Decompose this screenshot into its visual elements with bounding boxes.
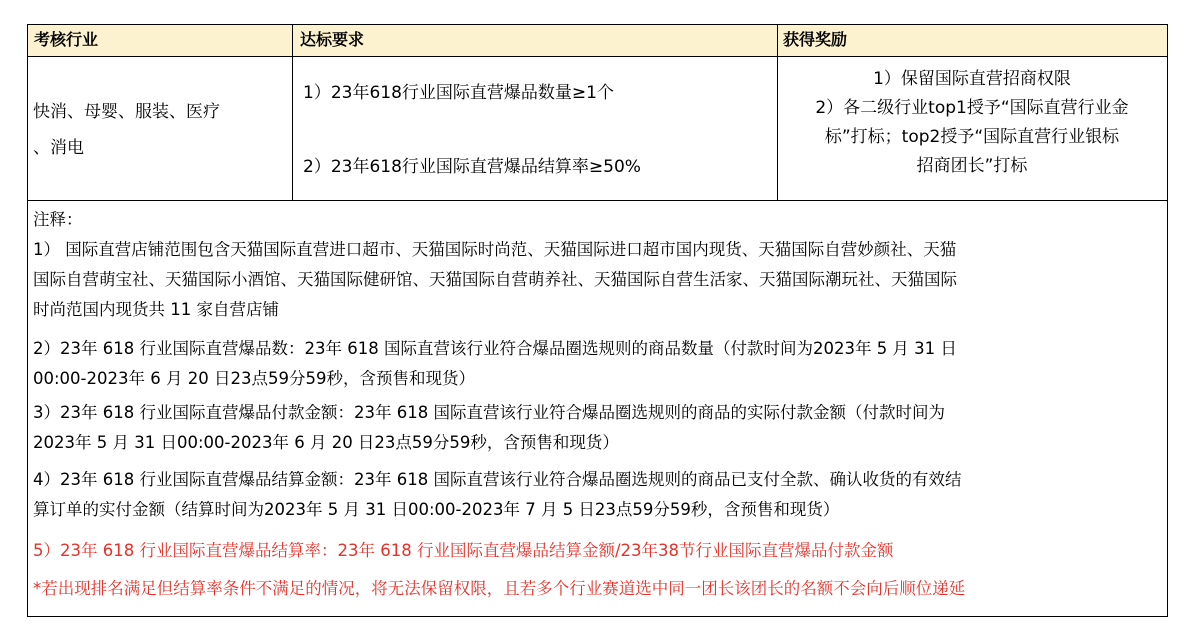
industry-cell-line: 、消电 [33,138,84,158]
note-line: 4）23年 618 行业国际直营爆品结算金额：23年 618 国际直营该行业符合爆品圈选规则的商品已支付全款、确认收货的有效结 [33,470,962,489]
reward-cell [780,65,1164,181]
reward-line: 招商团长”打标 [916,156,1028,176]
table-row [28,57,1167,201]
notes-title: 注释： [33,210,83,229]
note-line: 算订单的实付金额（结算时间为2023年 5 月 31 日00:00-2023年 7 月 5 日23点59分59秒，含预售和现货） [33,500,840,519]
reward-line: 2）各二级行业top1授予“国际直营行业金 [815,98,1129,118]
table-header-row [28,25,1167,57]
note-line: 2）23年 618 行业国际直营爆品数：23年 618 国际直营该行业符合爆品圈选规则的商品数量（付款时间为2023年 5 月 31 日 [33,339,957,358]
rules-table [27,24,1168,617]
reward-line: 1）保留国际直营招商权限 [873,69,1071,89]
note-line: 2023年 5 月 31 日00:00-2023年 6 月 20 日23点59分59秒，含预售和现货） [33,433,619,452]
column-divider [292,25,293,56]
note-line: 00:00-2023年 6 月 20 日23点59分59秒，含预售和现货） [33,369,475,388]
note-line: 国际自营萌宝社、天猫国际小酒馆、天猫国际健研馆、天猫国际自营萌养社、天猫国际自营生活家、天猫国际潮玩社、天猫国际 [33,270,957,289]
header-reward: 获得奖励 [783,30,848,49]
header-requirement: 达标要求 [300,30,365,49]
note-warning: *若出现排名满足但结算率条件不满足的情况，将无法保留权限，且若多个行业赛道选中同一团长该团长的名额不会向后顺位递延 [33,579,966,598]
reward-line: 标”打标；top2授予“国际直营行业银标 [824,127,1120,147]
column-divider [777,57,778,200]
requirement-settlement-rate: 2）23年618行业国际直营爆品结算率≥50% [303,157,641,177]
header-industry: 考核行业 [34,30,99,49]
note-line: 1） 国际直营店铺范围包含天猫国际直营进口超市、天猫国际时尚范、天猫国际进口超市国内现货、天猫国际自营妙颜社、天猫 [33,240,957,259]
column-divider [777,25,778,56]
note-line: 3）23年 618 行业国际直营爆品付款金额：23年 618 国际直营该行业符合爆品圈选规则的商品的实际付款金额（付款时间为 [33,403,945,422]
requirement-count: 1）23年618行业国际直营爆品数量≥1个 [303,83,614,103]
note-settlement-rate-definition: 5）23年 618 行业国际直营爆品结算率：23年 618 行业国际直营爆品结算金额/23年38节行业国际直营爆品付款金额 [33,541,894,560]
note-line: 时尚范国内现货共 11 家自营店铺 [33,300,279,319]
industry-cell-line: 快消、母婴、服装、医疗 [33,102,220,122]
column-divider [292,57,293,200]
